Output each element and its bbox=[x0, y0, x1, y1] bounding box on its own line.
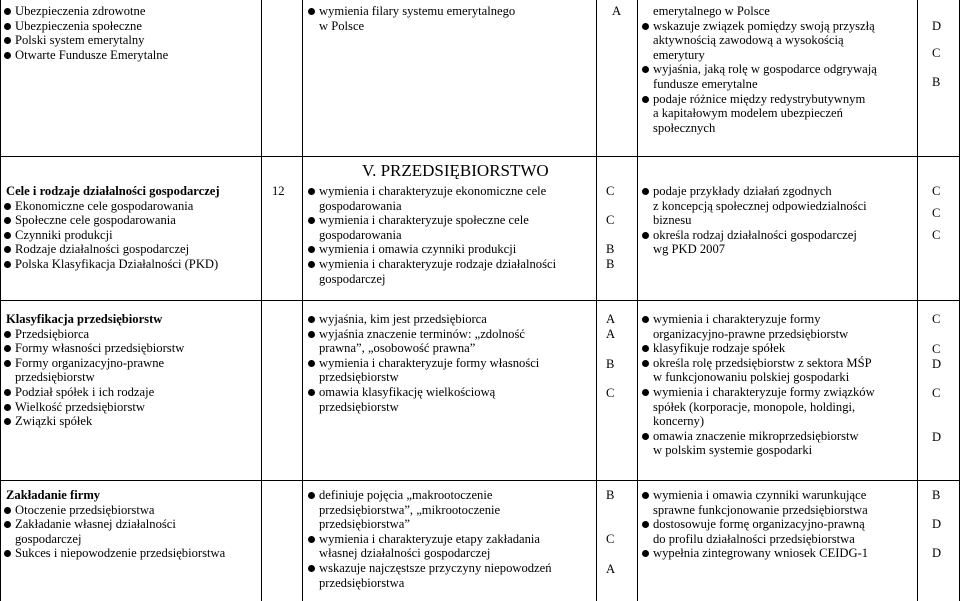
topic-item: Rodzaje działalności gospodarczej bbox=[3, 242, 258, 257]
row2-objectives bbox=[307, 184, 592, 286]
row4-levels2 bbox=[932, 488, 941, 561]
level-mark: B bbox=[606, 356, 615, 371]
row3-detailed bbox=[641, 312, 915, 458]
detailed-item: podaje różnice między redystrybutywnym bbox=[641, 92, 915, 107]
topic-item: Sukces i niepowodzenie przedsiębiorstwa bbox=[3, 546, 258, 561]
objective-item: wymienia i charakteryzuje rodzaje działalności bbox=[307, 257, 592, 272]
detailed-item: klasyfikuje rodzaje spółek bbox=[641, 341, 915, 356]
level-mark: C bbox=[932, 184, 941, 198]
detailed-item: określa rolę przedsiębiorstw z sektora MŚP bbox=[641, 356, 915, 371]
detailed-item-cont: wg PKD 2007 bbox=[653, 242, 726, 257]
objective-item-cont: gospodarowania bbox=[319, 198, 402, 213]
detailed-item: wymienia i charakteryzuje formy bbox=[641, 312, 915, 327]
level-mark: B bbox=[606, 256, 615, 271]
objective-item: omawia klasyfikację wielkościową bbox=[307, 385, 592, 400]
row2-hours: 12 bbox=[272, 184, 285, 198]
topic-item: Wielkość przedsiębiorstw bbox=[3, 400, 258, 415]
objective-item-cont: prawna”, „osobowość prawna” bbox=[319, 341, 476, 356]
topic-item: Czynniki produkcji bbox=[3, 228, 258, 243]
topic-item: Przedsiębiorca bbox=[3, 327, 258, 342]
detailed-item-cont: w polskim systemie gospodarki bbox=[653, 443, 813, 458]
level-mark: C bbox=[606, 213, 615, 227]
topic-item: Związki spółek bbox=[3, 414, 258, 429]
level-mark: A bbox=[606, 312, 616, 326]
detailed-item: omawia znaczenie mikroprzedsiębiorstw bbox=[641, 429, 915, 444]
objective-item-cont: przedsiębiorstwa” bbox=[319, 517, 410, 532]
objective-item-cont: przedsiębiorstwa bbox=[319, 575, 405, 590]
level-mark: C bbox=[606, 532, 615, 546]
topic-item: Zakładanie własnej działalności bbox=[3, 517, 258, 532]
topic-item: Ekonomiczne cele gospodarowania bbox=[3, 199, 258, 214]
detailed-item-cont: fundusze emerytalne bbox=[653, 76, 758, 91]
level-mark: C bbox=[932, 46, 941, 60]
row1-detailed bbox=[641, 4, 915, 135]
topic-item: Otoczenie przedsiębiorstwa bbox=[3, 503, 258, 518]
level-mark: D bbox=[932, 429, 942, 444]
detailed-item-cont: w funkcjonowaniu polskiej gospodarki bbox=[653, 370, 850, 385]
objective-item-cont: własnej działalności gospodarczej bbox=[319, 546, 491, 561]
row4-topics bbox=[3, 488, 258, 561]
row2-topics bbox=[3, 184, 258, 272]
objective-item-cont: gospodarowania bbox=[319, 227, 402, 242]
objective-item: wymienia i charakteryzuje społeczne cele bbox=[307, 213, 592, 228]
level-mark: B bbox=[606, 488, 615, 502]
level-mark: C bbox=[606, 184, 615, 198]
topic-item: Polska Klasyfikacja Działalności (PKD) bbox=[3, 257, 258, 272]
level-mark: C bbox=[932, 385, 941, 400]
objective-item: wymienia i charakteryzuje etapy zakładania bbox=[307, 532, 592, 547]
row4-detailed bbox=[641, 488, 915, 561]
topic-item-cont: przedsiębiorstw bbox=[15, 370, 95, 385]
detailed-item: dostosowuje formę organizacyjno-prawną bbox=[641, 517, 915, 532]
row-divider bbox=[0, 480, 960, 481]
detailed-item: podaje przykłady działań zgodnych bbox=[641, 184, 915, 199]
detailed-item-cont: sprawne funkcjonowanie przedsiębiorstwa bbox=[653, 502, 868, 517]
row1-level: A bbox=[612, 4, 622, 18]
detailed-item-cont: społecznych bbox=[653, 120, 716, 135]
row2-levels bbox=[606, 184, 614, 271]
objective-item-cont: przedsiębiorstwa”, „mikrootoczenie bbox=[319, 502, 501, 517]
detailed-item-cont: spółek (korporacje, monopole, holdingi, bbox=[653, 399, 856, 414]
objective-item: wymienia filary systemu emerytalnego bbox=[307, 4, 592, 19]
level-mark: C bbox=[932, 228, 941, 242]
objective-item-cont: gospodarczej bbox=[319, 271, 386, 286]
detailed-item: wymienia i omawia czynniki warunkujące bbox=[641, 488, 915, 503]
row3-levels2 bbox=[932, 312, 941, 444]
topic-item-cont: gospodarczej bbox=[15, 531, 82, 546]
topic-item: Formy organizacyjno-prawne bbox=[3, 356, 258, 371]
topic-title: Cele i rodzaje działalności gospodarczej bbox=[6, 184, 220, 198]
detailed-item-cont: a kapitałowym modelem ubezpieczeń bbox=[653, 106, 843, 121]
row1-objectives bbox=[307, 4, 592, 33]
level-mark: A bbox=[606, 562, 616, 576]
topic-item: Podział spółek i ich rodzaje bbox=[3, 385, 258, 400]
detailed-item-cont: aktywnością zawodową a wysokością bbox=[653, 33, 844, 48]
level-mark: B bbox=[606, 242, 615, 256]
topic-item: Ubezpieczenia społeczne bbox=[3, 19, 258, 34]
objective-item-cont: przedsiębiorstw bbox=[319, 370, 399, 385]
row1-topics bbox=[3, 4, 258, 62]
level-mark: A bbox=[606, 326, 616, 341]
topic-item: Formy własności przedsiębiorstw bbox=[3, 341, 258, 356]
level-mark: B bbox=[932, 75, 941, 89]
level-mark: C bbox=[932, 206, 941, 220]
objective-item: wymienia i omawia czynniki produkcji bbox=[307, 242, 592, 257]
detailed-item: wskazuje związek pomiędzy swoją przyszłą bbox=[641, 19, 915, 34]
detailed-item: wymienia i charakteryzuje formy związków bbox=[641, 385, 915, 400]
level-mark: D bbox=[932, 517, 942, 531]
row3-objectives bbox=[307, 312, 592, 414]
detailed-item: wypełnia zintegrowany wniosek CEIDG-1 bbox=[641, 546, 915, 561]
objective-item: wskazuje najczęstsze przyczyny niepowodzeń bbox=[307, 561, 592, 576]
topic-title: Klasyfikacja przedsiębiorstw bbox=[6, 312, 163, 326]
row1-levels2 bbox=[932, 19, 941, 90]
level-mark: B bbox=[932, 488, 941, 502]
level-mark: D bbox=[932, 546, 942, 560]
detailed-item: wyjaśnia, jaką rolę w gospodarce odgrywają bbox=[641, 62, 915, 77]
topic-item: Polski system emerytalny bbox=[3, 33, 258, 48]
detailed-item-cont: do profilu działalności przedsiębiorstwa bbox=[653, 531, 855, 546]
objective-item: definiuje pojęcia „makrootoczenie bbox=[307, 488, 592, 503]
row3-topics bbox=[3, 312, 258, 429]
topic-item: Otwarte Fundusze Emerytalne bbox=[3, 48, 258, 63]
level-mark: C bbox=[606, 385, 615, 400]
topic-item: Ubezpieczenia zdrowotne bbox=[3, 4, 258, 19]
objective-item: wyjaśnia znaczenie terminów: „zdolność bbox=[307, 327, 592, 342]
objective-item: wymienia i charakteryzuje ekonomiczne cele bbox=[307, 184, 592, 199]
topic-item: Społeczne cele gospodarowania bbox=[3, 213, 258, 228]
row-divider bbox=[0, 300, 960, 301]
level-mark: C bbox=[932, 342, 941, 356]
detailed-item: określa rodzaj działalności gospodarczej bbox=[641, 228, 915, 243]
detailed-item-cont: koncerny) bbox=[653, 414, 705, 429]
detailed-item-cont: biznesu bbox=[653, 213, 692, 228]
detailed-item-cont: emerytalnego w Polsce bbox=[653, 4, 770, 18]
row3-levels bbox=[606, 312, 615, 400]
detailed-item-cont: organizacyjno-prawne przedsiębiorstw bbox=[653, 326, 849, 341]
row4-levels bbox=[606, 488, 615, 577]
objective-item-cont: przedsiębiorstw bbox=[319, 399, 399, 414]
level-mark: D bbox=[932, 19, 942, 33]
section-title: V. PRZEDSIĘBIORSTWO bbox=[362, 161, 549, 180]
row2-levels2 bbox=[932, 184, 940, 243]
row-divider bbox=[0, 156, 960, 157]
objective-item: wyjaśnia, kim jest przedsiębiorca bbox=[307, 312, 592, 327]
objective-item: wymienia i charakteryzuje formy własności bbox=[307, 356, 592, 371]
level-mark: C bbox=[932, 312, 941, 326]
row4-objectives bbox=[307, 488, 592, 590]
topic-title: Zakładanie firmy bbox=[6, 488, 101, 502]
objective-item-cont: w Polsce bbox=[319, 18, 365, 33]
detailed-item-cont: emerytury bbox=[653, 47, 705, 62]
level-mark: D bbox=[932, 356, 942, 371]
row2-detailed bbox=[641, 184, 915, 257]
detailed-item-cont: z koncepcją społecznej odpowiedzialności bbox=[653, 198, 867, 213]
